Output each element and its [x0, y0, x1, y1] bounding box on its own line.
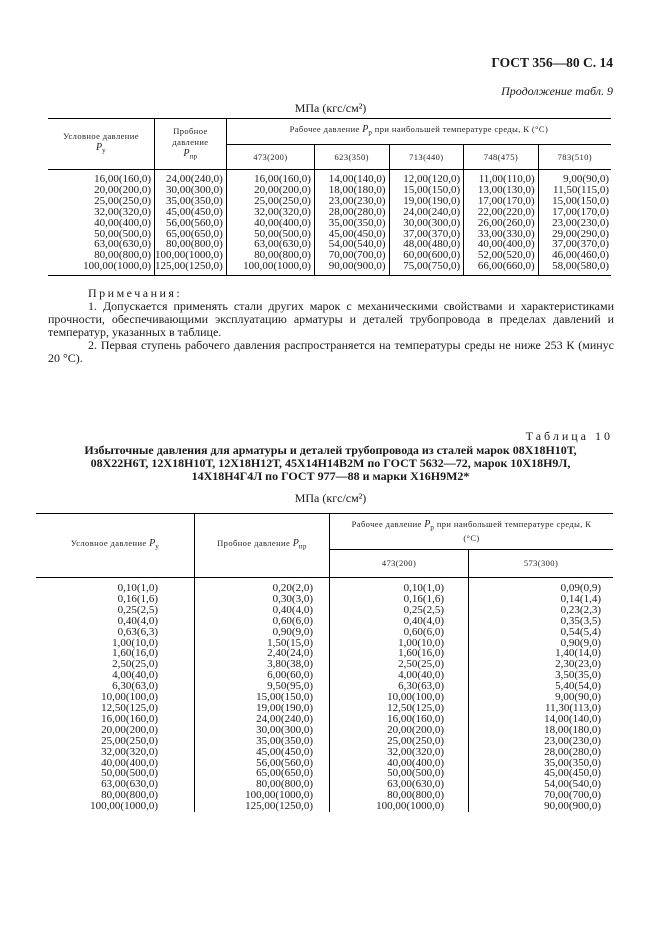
note-item: 1. Допускается применять стали других марок с механическими свойствами и характеристиками прочности, обеспечивающими эксплуатацию арматуры и деталей трубопровода в пределах давлений и температур, указанных в таблице. — [48, 299, 614, 339]
table-cell: 17,00(170,0) — [538, 207, 611, 218]
table-cell: 12,50(125,0) — [330, 703, 469, 714]
table-cell: 40,00(400,0) — [101, 756, 158, 769]
table-cell: 63,00(630,0) — [101, 778, 158, 791]
table10-header-test-pressure: Пробное давление $P_{пр}$ — [195, 514, 330, 578]
table-cell: 0,35(3,5) — [469, 616, 614, 627]
table-cell: 32,00(320,0) — [101, 745, 158, 758]
table-cell: 1,50(15,0) — [195, 638, 330, 649]
table-cell: 16,00(160,0) — [94, 173, 151, 185]
table9-units: МПа (кгс/см²) — [294, 101, 367, 115]
table-cell: 13,00(130,0) — [464, 185, 539, 196]
table-cell: 0,09(0,9) — [469, 583, 614, 594]
table-cell: 54,00(540,0) — [469, 779, 614, 790]
table10-header-working-pressure: Рабочее давление $P_р$ при наибольшей температуре среды, К (°С) — [330, 514, 614, 550]
table-cell: 40,00(400,0) — [464, 239, 539, 250]
note-item: 2. Первая ступень рабочего давления распространяется на температуры среды не ниже 253 К (минус 20 °С). — [48, 338, 614, 365]
table-cell: 11,00(110,0) — [464, 174, 539, 185]
table-cell: 63,00(630,0) — [94, 238, 151, 251]
table-cell: 17,00(170,0) — [464, 196, 539, 207]
table-cell: 11,50(115,0) — [538, 185, 611, 196]
table-cell: 16,00(160,0) — [101, 712, 158, 725]
table9-header-working-pressure: Рабочее давление $P_р$ при наибольшей температуре среды, К (°С) — [226, 119, 611, 145]
table-cell: 23,00(230,0) — [469, 736, 614, 747]
table-row — [36, 616, 613, 627]
table-cell: 32,00(320,0) — [94, 205, 151, 218]
table-cell: 6,30(63,0) — [112, 680, 158, 693]
table-cell: 25,00(250,0) — [94, 194, 151, 207]
table-row — [48, 218, 611, 229]
table-cell: 0,16(1,6) — [330, 594, 469, 605]
table-cell: 20,00(200,0) — [226, 185, 314, 196]
table-cell: 1,00(10,0) — [112, 636, 158, 649]
table-cell: 75,00(750,0) — [389, 261, 464, 275]
table-cell: 1,40(14,0) — [469, 648, 614, 659]
table-cell: 30,00(300,0) — [195, 725, 330, 736]
table-row — [36, 627, 613, 638]
table-cell: 80,00(800,0) — [330, 790, 469, 801]
table-cell: 0,25(2,5) — [117, 603, 158, 616]
table-cell: 25,00(250,0) — [226, 196, 314, 207]
table-cell: 60,00(600,0) — [389, 250, 464, 261]
table-cell: 56,00(560,0) — [155, 218, 227, 229]
table-cell: 0,20(2,0) — [195, 583, 330, 594]
table-row — [36, 801, 613, 812]
table-cell: 11,30(113,0) — [469, 703, 614, 714]
table-cell: 100,00(1000,0) — [195, 790, 330, 801]
table-cell: 2,50(25,0) — [330, 659, 469, 670]
table-cell: 48,00(480,0) — [389, 239, 464, 250]
table-cell: 30,00(300,0) — [389, 218, 464, 229]
table-cell: 0,54(5,4) — [469, 627, 614, 638]
table-cell: 0,60(6,0) — [195, 616, 330, 627]
table-cell: 14,00(140,0) — [469, 714, 614, 725]
table-cell: 35,00(350,0) — [314, 218, 389, 229]
table-cell: 45,00(450,0) — [469, 768, 614, 779]
table-cell: 3,80(38,0) — [195, 659, 330, 670]
table-cell: 19,00(190,0) — [389, 196, 464, 207]
table-cell: 100,00(1000,0) — [48, 261, 155, 275]
table9-header-temp: 713(440) — [389, 145, 464, 170]
table-cell: 65,00(650,0) — [155, 229, 227, 240]
table-cell: 37,00(370,0) — [389, 229, 464, 240]
table-row — [36, 747, 613, 758]
table-cell: 54,00(540,0) — [314, 239, 389, 250]
table-cell: 58,00(580,0) — [538, 261, 611, 275]
table-cell: 12,00(120,0) — [389, 174, 464, 185]
table-cell: 4,00(40,0) — [112, 669, 158, 682]
table-cell: 100,00(1000,0) — [330, 801, 469, 812]
table-cell: 0,30(3,0) — [195, 594, 330, 605]
table-cell: 70,00(700,0) — [314, 250, 389, 261]
table10-header-temp: 573(300) — [469, 550, 614, 578]
table-cell: 16,00(160,0) — [330, 714, 469, 725]
table-cell: 63,00(630,0) — [330, 779, 469, 790]
table-cell: 6,30(63,0) — [330, 681, 469, 692]
table9 — [48, 118, 611, 276]
table-cell: 35,00(350,0) — [155, 196, 227, 207]
table-cell: 35,00(350,0) — [195, 736, 330, 747]
table-cell: 50,00(500,0) — [94, 227, 151, 240]
table-cell: 5,40(54,0) — [469, 681, 614, 692]
table-cell: 100,00(1000,0) — [226, 261, 314, 275]
table-cell: 40,00(400,0) — [94, 216, 151, 229]
table-cell: 0,25(2,5) — [330, 605, 469, 616]
table-cell: 70,00(700,0) — [469, 790, 614, 801]
table-cell: 0,16(1,6) — [117, 592, 158, 605]
table-cell: 125,00(1250,0) — [195, 801, 330, 812]
table-cell: 45,00(450,0) — [314, 229, 389, 240]
table-cell: 80,00(800,0) — [94, 249, 151, 262]
table-cell: 32,00(320,0) — [226, 207, 314, 218]
table9-header-temp: 473(200) — [226, 145, 314, 170]
table-cell: 100,00(1000,0) — [90, 800, 158, 813]
table-cell: 80,00(800,0) — [101, 789, 158, 802]
table-cell: 20,00(200,0) — [330, 725, 469, 736]
table-cell: 10,00(100,0) — [330, 692, 469, 703]
table-cell: 1,60(16,0) — [112, 647, 158, 660]
table-cell: 4,00(40,0) — [330, 670, 469, 681]
table-cell: 50,00(500,0) — [101, 767, 158, 780]
table-cell: 65,00(650,0) — [195, 768, 330, 779]
table-cell: 52,00(520,0) — [464, 250, 539, 261]
table-cell: 45,00(450,0) — [195, 747, 330, 758]
table10-header-temp: 473(200) — [330, 550, 469, 578]
table-row — [36, 736, 613, 747]
page-header: ГОСТ 356—80 С. 14 — [491, 55, 613, 70]
table-cell: 100,00(1000,0) — [155, 250, 227, 261]
table-cell: 0,40(4,0) — [330, 616, 469, 627]
table-cell: 24,00(240,0) — [195, 714, 330, 725]
table-cell: 9,00(90,0) — [538, 174, 611, 185]
table-cell: 16,00(160,0) — [226, 174, 314, 185]
table9-header-nominal-pressure: Условное давление $P_у$ — [48, 119, 155, 170]
table-cell: 32,00(320,0) — [330, 747, 469, 758]
table-cell: 24,00(240,0) — [389, 207, 464, 218]
table-cell: 15,00(150,0) — [195, 692, 330, 703]
notes — [48, 287, 614, 365]
table-cell: 40,00(400,0) — [330, 758, 469, 769]
table-row — [48, 207, 611, 218]
table10-label: Таблица 10 — [525, 429, 613, 443]
table10-header-nominal-pressure: Условное давление $P_у$ — [36, 514, 195, 578]
table-cell: 0,90(9,0) — [469, 638, 614, 649]
table-cell: 56,00(560,0) — [195, 758, 330, 769]
table-cell: 0,60(6,0) — [330, 627, 469, 638]
table-cell: 0,10(1,0) — [117, 582, 158, 594]
table10 — [36, 513, 613, 812]
table-cell: 3,50(35,0) — [469, 670, 614, 681]
table-cell: 0,90(9,0) — [195, 627, 330, 638]
table10-units: МПа (кгс/см²) — [294, 491, 367, 505]
table-cell: 18,00(180,0) — [469, 725, 614, 736]
table-cell: 0,40(4,0) — [195, 605, 330, 616]
table-cell: 20,00(200,0) — [101, 723, 158, 736]
table-cell: 15,00(150,0) — [538, 196, 611, 207]
table-cell: 28,00(280,0) — [469, 747, 614, 758]
table-cell: 66,00(660,0) — [464, 261, 539, 275]
table9-header-temp: 748(475) — [464, 145, 539, 170]
table-cell: 1,60(16,0) — [330, 648, 469, 659]
table-cell: 29,00(290,0) — [538, 229, 611, 240]
table-cell: 37,00(370,0) — [538, 239, 611, 250]
table-cell: 0,63(6,3) — [117, 625, 158, 638]
table-cell: 80,00(800,0) — [195, 779, 330, 790]
table-cell: 0,40(4,0) — [117, 614, 158, 627]
table-cell: 19,00(190,0) — [195, 703, 330, 714]
table-cell: 18,00(180,0) — [314, 185, 389, 196]
table-cell: 40,00(400,0) — [226, 218, 314, 229]
table-cell: 45,00(450,0) — [155, 207, 227, 218]
table-cell: 9,50(95,0) — [195, 681, 330, 692]
table-cell: 90,00(900,0) — [469, 801, 614, 812]
table-cell: 50,00(500,0) — [330, 768, 469, 779]
table-cell: 2,40(24,0) — [195, 648, 330, 659]
table-cell: 0,10(1,0) — [330, 583, 469, 594]
table-cell: 10,00(100,0) — [101, 691, 158, 704]
table-cell: 25,00(250,0) — [330, 736, 469, 747]
table-cell: 35,00(350,0) — [469, 758, 614, 769]
table9-header-temp: 623(350) — [314, 145, 389, 170]
table-cell: 80,00(800,0) — [155, 239, 227, 250]
table-cell: 6,00(60,0) — [195, 670, 330, 681]
table-cell: 28,00(280,0) — [314, 207, 389, 218]
table-cell: 50,00(500,0) — [226, 229, 314, 240]
table-cell: 24,00(240,0) — [155, 174, 227, 185]
table-cell: 26,00(260,0) — [464, 218, 539, 229]
table-cell: 80,00(800,0) — [226, 250, 314, 261]
table9-header-test-pressure: Пробное давление $P_{пр}$ — [155, 119, 227, 170]
table-row — [48, 261, 611, 275]
table-cell: 12,50(125,0) — [101, 701, 158, 714]
table-cell: 23,00(230,0) — [538, 218, 611, 229]
table-cell: 15,00(150,0) — [389, 185, 464, 196]
table-cell: 0,14(1,4) — [469, 594, 614, 605]
table-cell: 63,00(630,0) — [226, 239, 314, 250]
table-cell: 2,30(23,0) — [469, 659, 614, 670]
table-cell: 125,00(1250,0) — [155, 261, 227, 275]
table-cell: 25,00(250,0) — [101, 734, 158, 747]
table-cell: 14,00(140,0) — [314, 174, 389, 185]
table-cell: 22,00(220,0) — [464, 207, 539, 218]
table-cell: 0,23(2,3) — [469, 605, 614, 616]
table-cell: 30,00(300,0) — [155, 185, 227, 196]
table10-caption: Избыточные давления для арматуры и деталей трубопровода из сталей марок 08Х18Н10Т, 08Х22Н6Т, 12Х18Н10Т, 12Х18Н12Т, 45Х14Н14В2М по ГОСТ 5632—72, марок 10Х18Н9Л, 14Х18Н4Г4Л по ГОСТ 977—88 и марки Х16Н9М2* — [84, 443, 577, 483]
notes-title: Примечания: — [88, 286, 183, 300]
table-continuation-label: Продолжение табл. 9 — [501, 84, 613, 98]
table-cell: 9,00(90,0) — [469, 692, 614, 703]
table-cell: 23,00(230,0) — [314, 196, 389, 207]
table-cell: 20,00(200,0) — [94, 183, 151, 196]
table-cell: 46,00(460,0) — [538, 250, 611, 261]
table-cell: 1,00(10,0) — [330, 638, 469, 649]
table-cell: 2,50(25,0) — [112, 658, 158, 671]
table9-header-temp: 783(510) — [538, 145, 611, 170]
table-cell: 90,00(900,0) — [314, 261, 389, 275]
table-cell: 33,00(330,0) — [464, 229, 539, 240]
